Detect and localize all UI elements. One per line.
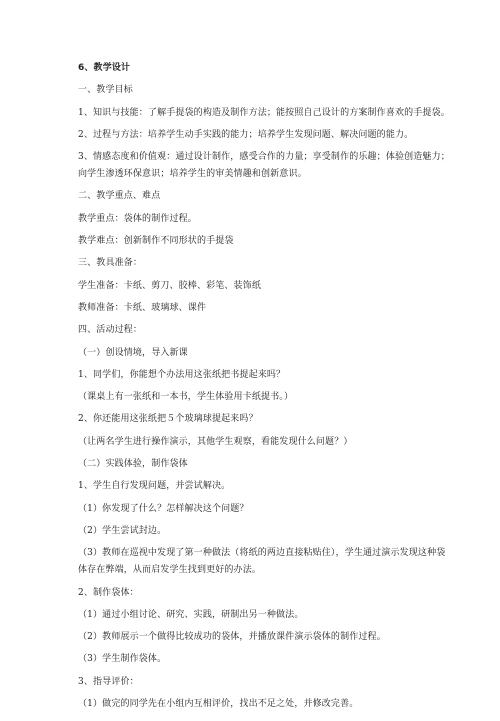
activity-substep: （2）教师展示一个做得比较成功的袋体，并播放课件演示袋体的制作过程。 bbox=[78, 632, 386, 643]
activity-step: 2、制作袋体： bbox=[78, 587, 139, 598]
activity-step: 2、你还能用这张纸把５个玻璃球提起来吗？ bbox=[78, 414, 258, 425]
objective-attitude-cont: 向学生渗透环保意识；培养学生的审美情趣和创新意识。 bbox=[78, 169, 307, 180]
difficult-point: 教学难点：创新制作不同形状的手提袋 bbox=[78, 236, 234, 247]
objective-process: 2、过程与方法：培养学生动手实践的能力；培养学生发现问题、解决问题的能力。 bbox=[78, 129, 414, 140]
section-heading-materials: 三、教具准备： bbox=[78, 258, 143, 269]
activity-substep-cont: 体存在弊端，从而启发学生找到更好的办法。 bbox=[78, 565, 262, 576]
objective-attitude: 3、情感态度和价值观：通过设计制作，感受合作的力量；享受制作的乐趣；体验创造魅力； bbox=[78, 152, 450, 163]
activity-substep: （3）学生制作袋体。 bbox=[78, 654, 167, 665]
teacher-materials: 教师准备：卡纸、玻璃球、课件 bbox=[78, 302, 207, 313]
activity-substep: （1）你发现了什么？怎样解决这个问题？ bbox=[78, 503, 249, 514]
activity-note: （让两名学生进行操作演示，其他学生观察，看能发现什么问题？） bbox=[78, 436, 353, 447]
activity-substep: （1）做完的同学先在小组内互相评价，找出不足之处，并修改完善。 bbox=[78, 699, 359, 710]
activity-note: （课桌上有一张纸和一本书，学生体验用卡纸提书。） bbox=[78, 392, 294, 403]
section-heading-objectives: 一、教学目标 bbox=[78, 85, 133, 96]
key-point: 教学重点：袋体的制作过程。 bbox=[78, 213, 197, 224]
activity-substep: （2）学生尝试封边。 bbox=[78, 525, 167, 536]
subsection-practice: （二）实践体验，制作袋体 bbox=[78, 459, 188, 470]
document-title: 6、教学设计 bbox=[78, 63, 131, 73]
student-materials: 学生准备：卡纸、剪刀、胶棒、彩笔、装饰纸 bbox=[78, 280, 262, 291]
activity-substep: （3）教师在巡视中发现了第一种做法（将纸的两边直接粘贴住），学生通过演示发现这种袋 bbox=[78, 548, 446, 559]
section-heading-key-points: 二、教学重点、难点 bbox=[78, 191, 161, 202]
activity-substep: （1）通过小组讨论、研究、实践，研制出另一种做法。 bbox=[78, 609, 304, 620]
activity-step: 3、指导评价： bbox=[78, 676, 139, 687]
activity-step: 1、学生自行发现问题，并尝试解决。 bbox=[78, 481, 231, 492]
section-heading-activities: 四、活动过程： bbox=[78, 325, 143, 336]
objective-knowledge: 1、知识与技能：了解手提袋的构造及制作方法；能按照自己设计的方案制作喜欢的手提袋。 bbox=[78, 107, 450, 118]
activity-step: 1、同学们，你能想个办法用这张纸把书提起来吗？ bbox=[78, 369, 286, 380]
subsection-intro: （一）创设情境，导入新课 bbox=[78, 347, 188, 358]
document-body bbox=[78, 63, 478, 721]
